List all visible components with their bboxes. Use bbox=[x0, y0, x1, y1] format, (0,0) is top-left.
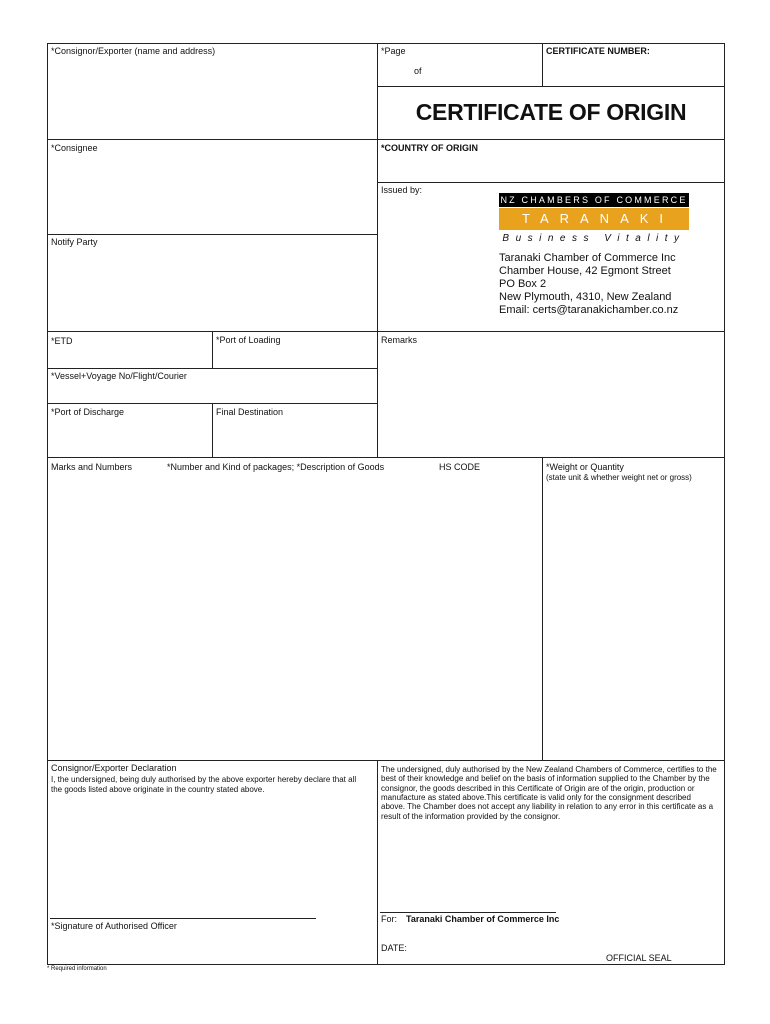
signature-officer-label: *Signature of Authorised Officer bbox=[51, 921, 177, 931]
declaration-heading: Consignor/Exporter Declaration bbox=[51, 763, 177, 773]
frame-top bbox=[47, 43, 725, 44]
signature-field-chamber[interactable] bbox=[380, 876, 556, 911]
divider-consignee-left bbox=[47, 139, 378, 140]
divider-notify bbox=[47, 234, 378, 235]
logo-taranaki: TARANAKI bbox=[499, 208, 689, 230]
final-destination-field[interactable] bbox=[213, 418, 377, 456]
chamber-address-line1: Taranaki Chamber of Commerce Inc bbox=[499, 252, 676, 264]
page-label: *Page bbox=[381, 46, 406, 56]
country-of-origin-label: *COUNTRY OF ORIGIN bbox=[381, 143, 479, 153]
port-of-loading-field[interactable] bbox=[213, 346, 377, 367]
etd-field[interactable] bbox=[48, 346, 211, 367]
divider-vessel-top bbox=[47, 368, 378, 369]
marks-numbers-label: Marks and Numbers bbox=[51, 462, 133, 472]
logo-business-vitality: Business Vitality bbox=[502, 233, 686, 244]
divider-declaration-top bbox=[47, 760, 725, 761]
divider-main-vertical-lower bbox=[377, 760, 378, 965]
official-seal-label: OFFICIAL SEAL bbox=[606, 953, 672, 963]
document-title: CERTIFICATE OF ORIGIN bbox=[415, 99, 687, 125]
signature-field-officer[interactable] bbox=[50, 880, 316, 917]
chamber-certification-text: The undersigned, duly authorised by the New Zealand Chambers of Commerce, certifies to the best of their knowledge and belief on the basis of information supplied to the Chamber by the consignor, the goods described in this Certificate of Origin are of the origin, production or manufacture as stated above.This certificate is valid only for the consignment described above. The Chamber does not accept any liability in relation to any error in this certificate as a result of the information provided by the consignor. bbox=[381, 765, 717, 821]
consignor-label: *Consignor/Exporter (name and address) bbox=[51, 46, 216, 56]
signature-line-chamber bbox=[380, 912, 556, 913]
divider-under-title bbox=[377, 139, 725, 140]
declaration-text: I, the undersigned, being duly authorised by the above exporter hereby declare that all the goods listed above originate in the country stated above. bbox=[51, 775, 357, 794]
issued-by-label: Issued by: bbox=[381, 185, 423, 195]
weight-quantity-field[interactable] bbox=[543, 486, 723, 759]
for-label: For: bbox=[381, 914, 398, 924]
chamber-email: Email: certs@taranakichamber.co.nz bbox=[499, 304, 679, 316]
divider-under-country bbox=[377, 182, 725, 183]
weight-quantity-label: *Weight or Quantity bbox=[546, 462, 624, 472]
date-label: DATE: bbox=[381, 943, 407, 953]
divider-etd-top bbox=[47, 331, 725, 332]
goods-description-label: *Number and Kind of packages; *Description of Goods bbox=[167, 462, 385, 472]
etd-label: *ETD bbox=[51, 336, 73, 346]
remarks-label: Remarks bbox=[381, 335, 418, 345]
chamber-address-line2: Chamber House, 42 Egmont Street bbox=[499, 265, 671, 277]
divider-goods-top bbox=[47, 457, 725, 458]
consignee-field[interactable] bbox=[48, 154, 376, 233]
weight-quantity-note: (state unit & whether weight net or gross) bbox=[546, 473, 692, 482]
date-field[interactable] bbox=[412, 940, 582, 956]
final-destination-label: Final Destination bbox=[216, 407, 284, 417]
divider-under-page bbox=[377, 86, 725, 87]
notify-party-label: Notify Party bbox=[51, 237, 98, 247]
notify-party-field[interactable] bbox=[48, 248, 376, 330]
page-of-label: of bbox=[414, 66, 422, 76]
page-field[interactable] bbox=[378, 58, 541, 85]
for-chamber-name: Taranaki Chamber of Commerce Inc bbox=[406, 914, 560, 924]
goods-description-field[interactable] bbox=[48, 476, 541, 759]
country-of-origin-field[interactable] bbox=[378, 154, 724, 181]
vessel-label: *Vessel+Voyage No/Flight/Courier bbox=[51, 371, 187, 381]
frame-bottom bbox=[47, 964, 725, 965]
vessel-field[interactable] bbox=[48, 382, 376, 402]
certificate-number-field[interactable] bbox=[543, 58, 723, 85]
port-of-loading-label: *Port of Loading bbox=[216, 335, 281, 345]
port-of-discharge-field[interactable] bbox=[48, 418, 211, 456]
hs-code-label: HS CODE bbox=[439, 462, 481, 472]
signature-line-officer bbox=[50, 918, 316, 919]
remarks-field[interactable] bbox=[378, 346, 724, 456]
logo-nz-chambers: NZ CHAMBERS OF COMMERCE bbox=[500, 195, 688, 205]
certificate-number-label: CERTIFICATE NUMBER: bbox=[546, 46, 650, 56]
chamber-address-line3: PO Box 2 bbox=[499, 278, 547, 290]
required-info-footnote: * Required information bbox=[47, 966, 107, 972]
port-of-discharge-label: *Port of Discharge bbox=[51, 407, 125, 417]
consignor-field[interactable] bbox=[48, 58, 376, 138]
consignee-label: *Consignee bbox=[51, 143, 98, 153]
chamber-address-line4: New Plymouth, 4310, New Zealand bbox=[499, 291, 672, 303]
